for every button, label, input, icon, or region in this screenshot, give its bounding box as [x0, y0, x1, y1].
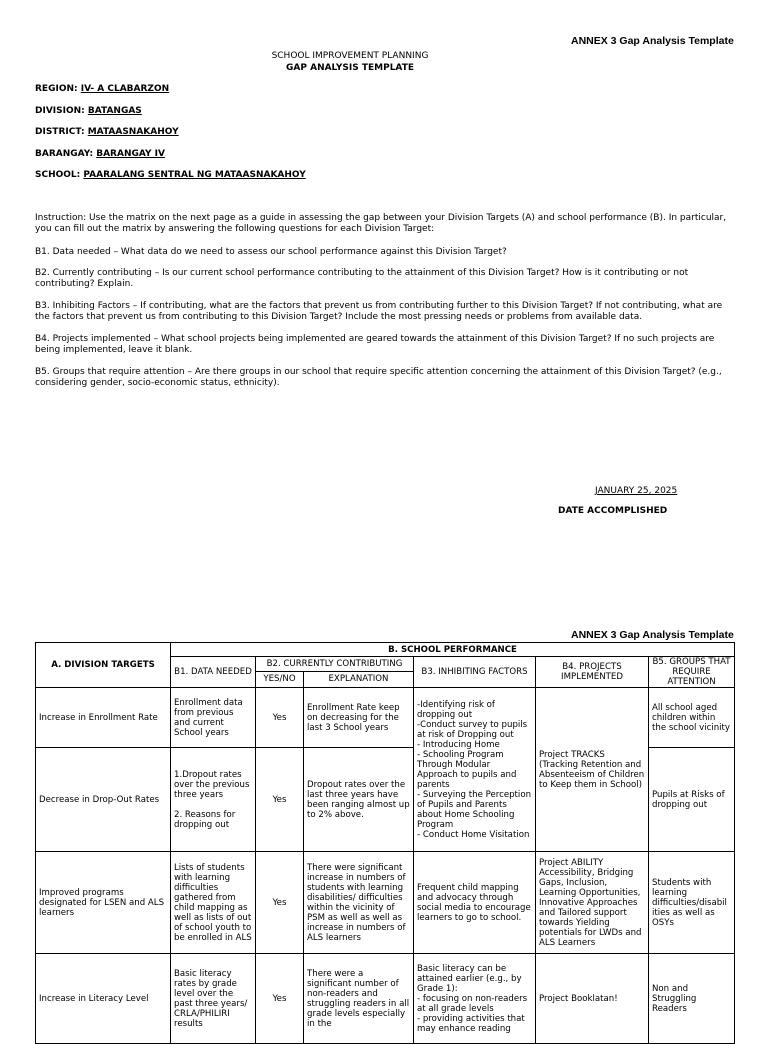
- gap-analysis-table: [35, 642, 735, 1044]
- annex-title: ANNEX 3 Gap Analysis Template: [571, 35, 734, 47]
- groups-cell: Pupils at Risks of dropping out: [649, 748, 735, 852]
- field-value: MATAASNAKAHOY: [87, 127, 179, 137]
- date-value: JANUARY 25, 2025: [595, 486, 678, 496]
- groups-cell: Non and Struggling Readers: [649, 954, 735, 1044]
- field-district: [35, 127, 179, 137]
- b1-description: B1. Data needed – What data do we need to assess our school performance against this Division Target?: [35, 247, 507, 257]
- b5-description: B5. Groups that require attention – Are there groups in our school that require specific attention concerning the attainment of this Division Target? (e.g., considering gender, socio-economic status, ethnicity).: [35, 367, 722, 388]
- header-line-2: GAP ANALYSIS TEMPLATE: [286, 63, 414, 73]
- header-line-1: SCHOOL IMPROVEMENT PLANNING: [271, 51, 429, 61]
- field-label: BARANGAY:: [35, 149, 94, 159]
- header-b5: B5. GROUPS THAT REQUIRE ATTENTION: [649, 657, 735, 688]
- project-cell: Project ABILITY Accessibility, Bridging Gaps, Inclusion, Learning Opportunities, Innovative Approaches and Tailored support towards Yielding potentials for LWDs and ALS Learners: [536, 852, 649, 954]
- field-value: BATANGAS: [87, 106, 142, 116]
- field-label: DIVISION:: [35, 106, 85, 116]
- header-school-performance: B. SCHOOL PERFORMANCE: [171, 643, 735, 657]
- field-region: [35, 84, 169, 94]
- field-label: REGION:: [35, 84, 78, 94]
- header-b2: B2. CURRENTLY CONTRIBUTING: [256, 657, 414, 672]
- date-label: DATE ACCOMPLISHED: [558, 506, 668, 516]
- field-division: [35, 106, 142, 116]
- field-value: IV- A CLABARZON: [80, 84, 170, 94]
- table-row: [36, 852, 735, 954]
- field-value: BARANGAY IV: [96, 149, 165, 159]
- yesno-cell: Yes: [256, 852, 304, 954]
- header-b3: B3. INHIBITING FACTORS: [414, 657, 536, 688]
- data-needed-cell: 1.Dropout rates over the previous three years 2. Reasons for dropping out: [171, 748, 256, 852]
- groups-cell: All school aged children within the school vicinity: [649, 688, 735, 748]
- explanation-cell: There were significant increase in numbers of students with learning disabilities/ difficulties within the vicinity of PSM as well as well as increase in numbers of ALS learners: [304, 852, 414, 954]
- yesno-cell: Yes: [256, 954, 304, 1044]
- b4-description: B4. Projects implemented – What school projects being implemented are geared towards the attainment of this Division Target? If no such projects are being implemented, leave it blank.: [35, 334, 715, 355]
- field-barangay: [35, 149, 165, 159]
- field-school: [35, 170, 306, 180]
- field-label: SCHOOL:: [35, 170, 81, 180]
- target-cell: Increase in Enrollment Rate: [36, 688, 171, 748]
- yesno-cell: Yes: [256, 748, 304, 852]
- annex-title-page2: ANNEX 3 Gap Analysis Template: [571, 629, 734, 641]
- target-cell: Increase in Literacy Level: [36, 954, 171, 1044]
- header-division-targets: A. DIVISION TARGETS: [36, 643, 171, 688]
- header-b2-yesno: YES/NO: [256, 671, 304, 687]
- inhibiting-cell: -Identifying risk of dropping out -Conduct survey to pupils at risk of Dropping out - Introducing Home - Schooling Program Through Modular Approach to pupils and parents - Surveying the Perception of Pupils and Parents about Home Schooling Program - Conduct Home Visitation: [414, 688, 536, 852]
- target-cell: Decrease in Drop-Out Rates: [36, 748, 171, 852]
- explanation-cell: There were a significant number of non-readers and struggling readers in all grade levels especially in the: [304, 954, 414, 1044]
- header-b2-explanation: EXPLANATION: [304, 671, 414, 687]
- instruction-paragraph: Instruction: Use the matrix on the next page as a guide in assessing the gap between your Division Targets (A) and school performance (B). In particular, you can fill out the matrix by answering the following questions for each Division Target:: [35, 213, 727, 234]
- header-b1: B1. DATA NEEDED: [171, 657, 256, 688]
- project-cell: Project Booklatan!: [536, 954, 649, 1044]
- target-cell: Improved programs designated for LSEN and ALS learners: [36, 852, 171, 954]
- project-cell: Project TRACKS (Tracking Retention and Absenteeism of Children to Keep them in School): [536, 688, 649, 852]
- field-value: PAARALANG SENTRAL NG MATAASNAKAHOY: [83, 170, 306, 180]
- groups-cell: Students with learning difficulties/disabil ities as well as OSYs: [649, 852, 735, 954]
- inhibiting-cell: Basic literacy can be attained earlier (e.g., by Grade 1): - focusing on non-readers at all grade levels - providing activities that may enhance reading: [414, 954, 536, 1044]
- b3-description: B3. Inhibiting Factors – If contributing, what are the factors that prevent us from contributing further to this Division Target? If not contributing, what are the factors that prevent us from contributing to this Division Target? Include the most pressing needs or problems from available data.: [35, 301, 723, 322]
- data-needed-cell: Lists of students with learning difficulties gathered from child mapping as well as lists of out of school youth to be enrolled in ALS: [171, 852, 256, 954]
- table-row: [36, 954, 735, 1044]
- header-b4: B4. PROJECTS IMPLEMENTED: [536, 657, 649, 688]
- inhibiting-cell: Frequent child mapping and advocacy through social media to encourage learners to go to school.: [414, 852, 536, 954]
- field-label: DISTRICT:: [35, 127, 85, 137]
- data-needed-cell: Enrollment data from previous and current School years: [171, 688, 256, 748]
- data-needed-cell: Basic literacy rates by grade level over the past three years/ CRLA/PHILIRI results: [171, 954, 256, 1044]
- explanation-cell: Enrollment Rate keep on decreasing for the last 3 School years: [304, 688, 414, 748]
- b2-description: B2. Currently contributing – Is our current school performance contributing to the attainment of this Division Target? How is it contributing or not contributing? Explain.: [35, 268, 689, 289]
- table-row: [36, 688, 735, 748]
- yesno-cell: Yes: [256, 688, 304, 748]
- explanation-cell: Dropout rates over the last three years have been ranging almost up to 2% above.: [304, 748, 414, 852]
